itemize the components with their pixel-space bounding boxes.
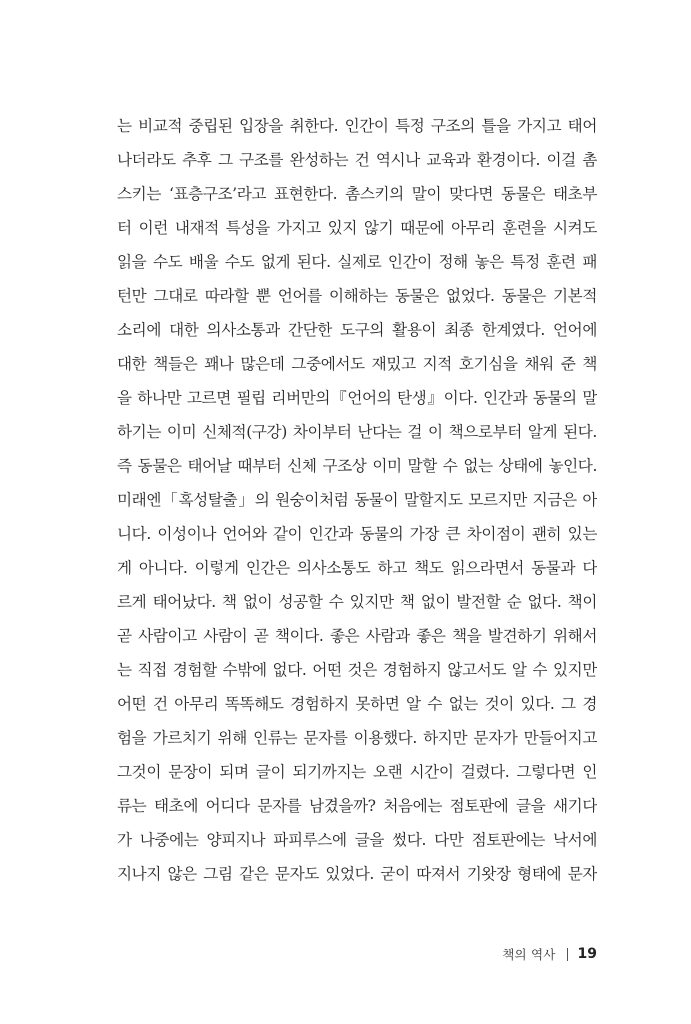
text-line: 턴만 그대로 따라할 뿐 언어를 이해하는 동물은 없었다. 동물은 기본적 [117,287,597,305]
text-line: 가 나중에는 양피지나 파피루스에 글을 썼다. 다만 점토판에는 낙서에 [117,831,597,849]
text-line: 미래엔「혹성탈출」의 원숭이처럼 동물이 말할지도 모르지만 지금은 아 [117,491,597,509]
text-line: 르게 태어났다. 책 없이 성공할 수 있지만 책 없이 발전할 순 없다. 책이 [117,593,597,611]
text-line: 어떤 건 아무리 똑똑해도 경험하지 못하면 알 수 없는 것이 있다. 그 경 [117,695,597,713]
text-line: 을 하나만 고르면 필립 리버만의『언어의 탄생』이다. 인간과 동물의 말 [117,389,597,407]
text-line: 는 직접 경험할 수밖에 없다. 어떤 것은 경험하지 않고서도 알 수 있지만 [117,661,597,679]
text-line: 스키는 ‘표층구조’라고 표현한다. 촘스키의 말이 맞다면 동물은 태초부 [117,185,597,203]
text-line: 니다. 이성이나 언어와 같이 인간과 동물의 가장 큰 차이점이 괜히 있는 [117,525,597,543]
text-line: 대한 책들은 꽤나 많은데 그중에서도 재밌고 지적 호기심을 채워 준 책 [117,355,597,373]
text-line: 소리에 대한 의사소통과 간단한 도구의 활용이 최종 한계였다. 언어에 [117,321,597,339]
text-line: 그것이 문장이 되며 글이 되기까지는 오랜 시간이 걸렸다. 그렇다면 인 [117,763,597,781]
text-line: 나더라도 추후 그 구조를 완성하는 건 역시나 교육과 환경이다. 이걸 촘 [117,151,597,169]
page-footer [502,942,597,966]
page-number: 19 [577,946,597,962]
text-line: 는 비교적 중립된 입장을 취한다. 인간이 특정 구조의 틀을 가지고 태어 [117,117,597,135]
text-line: 터 이런 내재적 특성을 가지고 있지 않기 때문에 아무리 훈련을 시켜도 [117,219,597,237]
body-text [117,109,597,891]
text-line: 읽을 수도 배울 수도 없게 된다. 실제로 인간이 정해 놓은 특정 훈련 패 [117,253,597,271]
text-line: 곧 사람이고 사람이 곧 책이다. 좋은 사람과 좋은 책을 발견하기 위해서 [117,627,597,645]
text-line: 지나지 않은 그림 같은 문자도 있었다. 굳이 따져서 기왓장 형태에 문자 [117,865,597,883]
text-line: 게 아니다. 이렇게 인간은 의사소통도 하고 책도 읽으라면서 동물과 다 [117,559,597,577]
text-line: 즉 동물은 태어날 때부터 신체 구조상 이미 말할 수 없는 상태에 놓인다. [117,457,597,475]
footer-divider [567,948,568,961]
running-title: 책의 역사 [502,947,556,962]
text-line: 험을 가르치기 위해 인류는 문자를 이용했다. 하지만 문자가 만들어지고 [117,729,597,747]
text-line: 류는 태초에 어디다 문자를 남겼을까? 처음에는 점토판에 글을 새기다 [117,797,597,815]
text-line: 하기는 이미 신체적(구강) 차이부터 난다는 걸 이 책으로부터 알게 된다. [117,423,597,441]
